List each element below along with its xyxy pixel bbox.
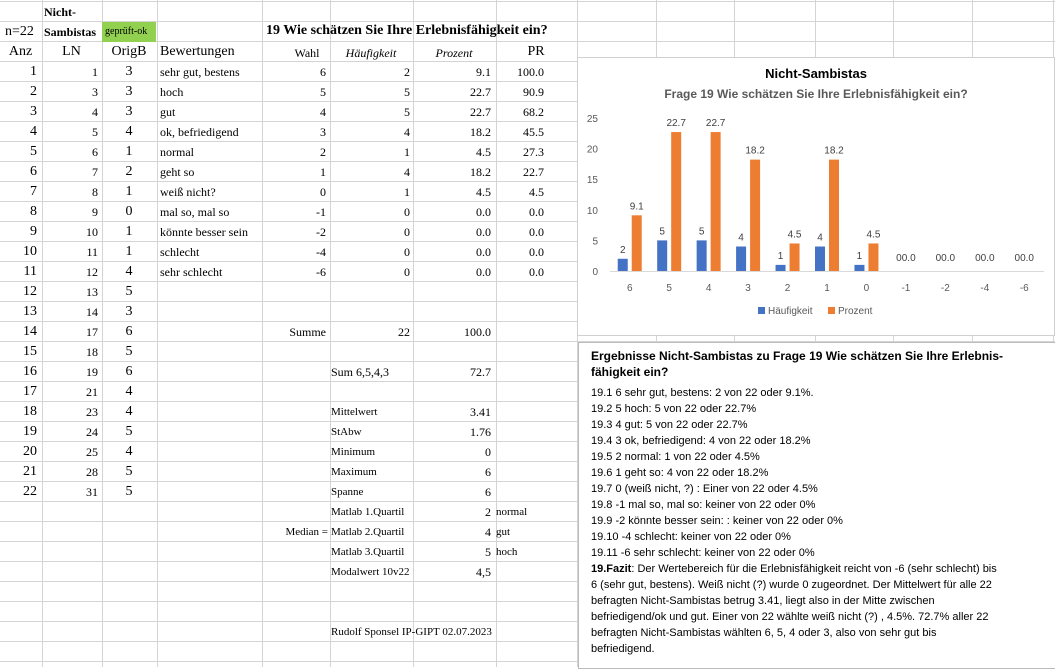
- haeufigkeit-cell[interactable]: 2: [404, 65, 410, 79]
- ln-cell[interactable]: 5: [92, 125, 98, 139]
- origb-cell[interactable]: 0: [125, 204, 133, 219]
- pr-cell[interactable]: 0.0: [529, 265, 544, 279]
- x-tick-label: 6: [626, 283, 633, 294]
- data-label-prozent: 18.2: [824, 145, 844, 157]
- result-line: 19.10 -4 schlecht: keiner von 22 oder 0%: [591, 531, 791, 543]
- stat-label-cell[interactable]: StAbw: [331, 426, 362, 438]
- pr-cell[interactable]: 100.0: [517, 65, 544, 79]
- haeufigkeit-cell[interactable]: 0: [404, 245, 410, 259]
- stat-label-cell[interactable]: Modalwert 10v22: [331, 566, 410, 578]
- pr-cell[interactable]: 68.2: [523, 105, 544, 119]
- anz-cell[interactable]: 18: [23, 404, 37, 419]
- ln-cell[interactable]: 11: [86, 245, 98, 259]
- anz-cell[interactable]: 1: [30, 64, 37, 79]
- ln-cell[interactable]: 14: [86, 305, 98, 319]
- result-line: 19.11 -6 sehr schlecht: keiner von 22 oder 0%: [591, 547, 815, 559]
- x-tick-label: 3: [745, 283, 751, 294]
- anz-cell[interactable]: 17: [23, 384, 37, 399]
- sample-size[interactable]: n=22: [5, 24, 34, 39]
- result-line: 19.8 -1 mal so, mal so: keiner von 22 oder 0%: [591, 499, 816, 511]
- pr-cell[interactable]: 45.5: [523, 125, 544, 139]
- fazit-label: 19.Fazit: [591, 563, 632, 575]
- origb-cell[interactable]: 3: [125, 64, 133, 79]
- ln-cell[interactable]: 19: [86, 365, 98, 379]
- anz-cell[interactable]: 11: [23, 264, 37, 279]
- col-header-anz[interactable]: Anz: [8, 44, 33, 59]
- col-header-pr[interactable]: PR: [527, 44, 545, 59]
- bar-prozent: [829, 160, 839, 271]
- anz-cell[interactable]: 15: [23, 344, 37, 359]
- fazit-line-3: befragten Nicht-Sambistas betrug 3.41, liegt also in der Mitte zwischen: [591, 595, 935, 607]
- data-label-zero: 00.0: [935, 253, 956, 264]
- stat-note-cell[interactable]: hoch: [496, 546, 518, 558]
- col-header-prozent[interactable]: Prozent: [435, 46, 473, 60]
- anz-cell[interactable]: 12: [23, 284, 37, 299]
- haeufigkeit-cell[interactable]: 4: [404, 125, 410, 139]
- question-title[interactable]: 19 Wie schätzen Sie Ihre Erlebnisfähigkeit ein?: [266, 23, 548, 38]
- legend-swatch-haeufigkeit: [758, 307, 765, 314]
- origb-cell[interactable]: 5: [125, 284, 133, 299]
- data-label-haeufigkeit: 2: [619, 244, 626, 256]
- stat-label-cell[interactable]: Matlab 1.Quartil: [331, 506, 405, 518]
- bar-haeufigkeit: [697, 240, 707, 271]
- grid-row-line: [0, 1, 1055, 2]
- stat-value-cell[interactable]: 6: [485, 485, 491, 499]
- x-tick-label: -4: [980, 283, 990, 294]
- anz-cell[interactable]: 14: [23, 324, 37, 339]
- wahl-cell[interactable]: -2: [316, 225, 326, 239]
- bar-prozent: [671, 132, 681, 271]
- x-tick-label: 5: [666, 283, 672, 294]
- data-label-prozent: 22.7: [705, 118, 726, 130]
- group-label-line1[interactable]: Nicht-: [44, 5, 76, 19]
- y-tick-label: 0: [592, 267, 598, 278]
- y-tick-label: 5: [592, 236, 598, 248]
- y-tick-label: 15: [586, 175, 598, 187]
- stat-value-cell[interactable]: 4: [485, 525, 491, 539]
- pr-cell[interactable]: 22.7: [523, 165, 544, 179]
- wahl-cell[interactable]: 4: [320, 105, 326, 119]
- ln-cell[interactable]: 13: [86, 285, 98, 299]
- bar-haeufigkeit: [657, 240, 667, 271]
- x-tick-label: 1: [824, 283, 830, 294]
- data-label-prozent: 18.2: [745, 145, 765, 157]
- stat-label-cell[interactable]: Maximum: [331, 466, 377, 478]
- legend-swatch-prozent: [828, 307, 835, 314]
- origb-cell[interactable]: 4: [125, 124, 133, 139]
- haeufigkeit-cell[interactable]: 5: [404, 85, 410, 99]
- haeufigkeit-cell[interactable]: 5: [404, 105, 410, 119]
- ln-cell[interactable]: 21: [86, 385, 98, 399]
- ln-cell[interactable]: 25: [86, 445, 98, 459]
- ln-cell[interactable]: 18: [86, 345, 98, 359]
- prozent-cell[interactable]: 22.7: [470, 85, 491, 99]
- pr-cell[interactable]: 4.5: [529, 185, 544, 199]
- sum6543-label[interactable]: Sum 6,5,4,3: [331, 365, 390, 379]
- anz-cell[interactable]: 7: [30, 184, 37, 199]
- prozent-cell[interactable]: 0.0: [476, 225, 491, 239]
- anz-cell[interactable]: 6: [30, 164, 37, 179]
- prozent-cell[interactable]: 0.0: [476, 265, 491, 279]
- ln-cell[interactable]: 10: [86, 225, 98, 239]
- prozent-cell[interactable]: 22.7: [470, 105, 491, 119]
- group-label-line2[interactable]: Sambistas: [44, 25, 97, 39]
- ln-cell[interactable]: 28: [86, 465, 98, 479]
- stat-label-cell[interactable]: Spanne: [331, 486, 364, 498]
- ln-cell[interactable]: 7: [92, 165, 98, 179]
- wahl-cell[interactable]: -6: [316, 265, 326, 279]
- data-label-haeufigkeit: 5: [659, 226, 665, 238]
- stat-label-cell[interactable]: Minimum: [331, 446, 376, 458]
- prozent-cell[interactable]: 4.5: [476, 145, 491, 159]
- result-line: 19.6 1 geht so: 4 von 22 oder 18.2%: [591, 467, 769, 479]
- haeufigkeit-cell[interactable]: 1: [404, 185, 410, 199]
- bar-prozent: [750, 160, 760, 271]
- data-label-haeufigkeit: 4: [738, 232, 744, 244]
- origb-cell[interactable]: 5: [125, 464, 133, 479]
- legend-label-haeufigkeit: Häufigkeit: [768, 306, 813, 317]
- prozent-cell[interactable]: 0.0: [476, 245, 491, 259]
- x-tick-label: 2: [784, 283, 791, 294]
- result-line: 19.1 6 sehr gut, bestens: 2 von 22 oder 9.1%.: [591, 387, 814, 399]
- anz-cell[interactable]: 8: [30, 204, 37, 219]
- stat-label-cell[interactable]: Matlab 3.Quartil: [331, 546, 405, 558]
- bar-chart: [578, 58, 1054, 335]
- haeufigkeit-cell[interactable]: 4: [404, 165, 410, 179]
- anz-cell[interactable]: 5: [30, 144, 37, 159]
- pr-cell[interactable]: 0.0: [529, 245, 544, 259]
- stat-value-cell[interactable]: 3.41: [470, 405, 491, 419]
- origb-cell[interactable]: 3: [125, 304, 133, 319]
- stat-value-cell[interactable]: 5: [485, 545, 491, 559]
- haeufigkeit-cell[interactable]: 0: [404, 225, 410, 239]
- stat-value-cell[interactable]: 1.76: [470, 425, 491, 439]
- ln-cell[interactable]: 3: [92, 85, 98, 99]
- origb-cell[interactable]: 4: [125, 384, 133, 399]
- status-cell[interactable]: geprüft-ok: [102, 22, 156, 42]
- bar-prozent: [868, 243, 878, 271]
- col-header-ln[interactable]: LN: [62, 44, 81, 59]
- ln-cell[interactable]: 9: [92, 205, 98, 219]
- data-label-prozent: 4.5: [787, 229, 802, 241]
- anz-cell[interactable]: 21: [23, 464, 37, 479]
- legend-label-prozent: Prozent: [838, 306, 873, 317]
- x-tick-label: -1: [901, 283, 911, 294]
- wahl-cell[interactable]: 3: [320, 125, 326, 139]
- rating-label-cell[interactable]: gut: [160, 105, 176, 119]
- stat-value-cell[interactable]: 2: [485, 505, 491, 519]
- stat-note-cell[interactable]: gut: [496, 526, 511, 538]
- wahl-cell[interactable]: -4: [316, 245, 326, 259]
- data-label-zero: 00.0: [975, 253, 995, 264]
- wahl-cell[interactable]: 6: [320, 65, 326, 79]
- ln-cell[interactable]: 31: [86, 485, 98, 499]
- ln-cell[interactable]: 1: [92, 65, 98, 79]
- origb-cell[interactable]: 5: [125, 344, 133, 359]
- rating-label-cell[interactable]: mal so, mal so: [160, 205, 230, 219]
- results-heading-line2: fähigkeit ein?: [591, 365, 669, 379]
- origb-cell[interactable]: 1: [125, 184, 133, 199]
- haeufigkeit-cell[interactable]: 0: [404, 265, 410, 279]
- results-textbox[interactable]: [578, 342, 1055, 669]
- prozent-cell[interactable]: 9.1: [476, 65, 491, 79]
- x-tick-label: -2: [940, 283, 950, 294]
- prozent-cell[interactable]: 4.5: [476, 185, 491, 199]
- pr-cell[interactable]: 27.3: [523, 145, 544, 159]
- ln-cell[interactable]: 17: [86, 325, 98, 339]
- origb-cell[interactable]: 2: [125, 164, 133, 179]
- anz-cell[interactable]: 9: [30, 224, 37, 239]
- x-tick-label: -6: [1019, 283, 1029, 294]
- data-label-zero: 00.0: [896, 253, 916, 264]
- result-line: 19.2 5 hoch: 5 von 22 oder 22.7%: [591, 403, 757, 415]
- bar-haeufigkeit: [815, 247, 825, 271]
- data-label-haeufigkeit: 5: [698, 226, 705, 238]
- col-header-origb[interactable]: OrigB: [111, 44, 147, 59]
- origb-cell[interactable]: 6: [125, 324, 133, 339]
- prozent-cell[interactable]: 18.2: [470, 165, 491, 179]
- pr-cell[interactable]: 0.0: [529, 205, 544, 219]
- origb-cell[interactable]: 4: [125, 404, 133, 419]
- rating-label-cell[interactable]: sehr gut, bestens: [160, 65, 240, 79]
- origb-cell[interactable]: 1: [125, 244, 133, 259]
- stat-value-cell[interactable]: 4,5: [476, 565, 491, 579]
- result-line: 19.5 2 normal: 1 von 22 oder 4.5%: [591, 451, 760, 463]
- pr-cell[interactable]: 0.0: [529, 225, 544, 239]
- wahl-cell[interactable]: 5: [320, 85, 326, 99]
- x-tick-label: 4: [705, 283, 712, 294]
- ln-cell[interactable]: 4: [92, 105, 98, 119]
- rating-label-cell[interactable]: schlecht: [160, 245, 200, 259]
- results-heading-line1: Ergebnisse Nicht-Sambistas zu Frage 19 Wie schätzen Sie Ihre Erlebnis-: [591, 349, 1004, 363]
- fazit-line-1: [591, 563, 997, 575]
- fazit-text-1: : Der Wertebereich für die Erlebnisfähigkeit reicht von -6 (sehr schlecht) bis: [631, 563, 997, 575]
- fazit-line-6: befriedigend.: [591, 643, 655, 655]
- anz-cell[interactable]: 10: [23, 244, 37, 259]
- anz-cell[interactable]: 20: [23, 444, 37, 459]
- fazit-line-4: befriedigend/ok und gut. Einer von 22 wählte weiß nicht (?) , 4.5%. 72.7% aller 22: [591, 611, 989, 623]
- bar-haeufigkeit: [776, 265, 786, 271]
- rating-label-cell[interactable]: weiß nicht?: [160, 185, 216, 199]
- rating-label-cell[interactable]: hoch: [160, 85, 184, 99]
- y-tick-label: 20: [586, 144, 598, 156]
- rating-label-cell[interactable]: geht so: [160, 165, 195, 179]
- data-label-prozent: 9.1: [629, 201, 644, 213]
- ln-cell[interactable]: 24: [86, 425, 98, 439]
- data-label-haeufigkeit: 1: [856, 250, 863, 262]
- prozent-cell[interactable]: 0.0: [476, 205, 491, 219]
- result-line: 19.9 -2 könnte besser sein: : keiner von 22 oder 0%: [591, 515, 843, 527]
- origb-cell[interactable]: 4: [125, 444, 133, 459]
- rating-label-cell[interactable]: normal: [160, 145, 194, 159]
- prozent-cell[interactable]: 18.2: [470, 125, 491, 139]
- origb-cell[interactable]: 6: [125, 364, 133, 379]
- chart-subtitle: Frage 19 Wie schätzen Sie Ihre Erlebnisfähigkeit ein?: [664, 87, 968, 101]
- origb-cell[interactable]: 1: [125, 224, 133, 239]
- wahl-cell[interactable]: 1: [320, 165, 326, 179]
- stat-note-cell[interactable]: normal: [496, 506, 528, 518]
- origb-cell[interactable]: 1: [125, 144, 133, 159]
- fazit-line-2: 6 (sehr gut, bestens). Weiß nicht (?) wurde 0 zugeordnet. Der Mittelwert für alle 22: [591, 579, 992, 591]
- y-tick-label: 10: [586, 205, 598, 217]
- bar-prozent: [790, 243, 800, 271]
- haeufigkeit-cell[interactable]: 0: [404, 205, 410, 219]
- anz-cell[interactable]: 16: [23, 364, 37, 379]
- result-line: 19.7 0 (weiß nicht, ?) : Einer von 22 oder 4.5%: [591, 483, 818, 495]
- bar-prozent: [632, 215, 642, 271]
- anz-cell[interactable]: 19: [23, 424, 37, 439]
- wahl-cell[interactable]: 0: [320, 185, 326, 199]
- x-tick-label: 0: [863, 283, 870, 294]
- anz-cell[interactable]: 22: [23, 484, 37, 499]
- chart-panel[interactable]: [577, 57, 1055, 336]
- col-header-haeufigkeit[interactable]: Häufigkeit: [345, 46, 397, 60]
- anz-cell[interactable]: 4: [30, 124, 37, 139]
- origb-cell[interactable]: 5: [125, 424, 133, 439]
- stat-label-cell[interactable]: Matlab 2.Quartil: [331, 526, 405, 538]
- stat-label-cell[interactable]: Mittelwert: [331, 406, 378, 418]
- rating-label-cell[interactable]: könnte besser sein: [160, 225, 248, 239]
- sum6543-value[interactable]: 72.7: [470, 365, 491, 379]
- fazit-line-5: befragten Nicht-Sambistas wählten 6, 5, 4 oder 3, also von sehr gut bis: [591, 627, 937, 639]
- rating-label-cell[interactable]: ok, befriedigend: [160, 125, 239, 139]
- rating-label-cell[interactable]: sehr schlecht: [160, 265, 223, 279]
- origb-cell[interactable]: 3: [125, 104, 133, 119]
- origb-cell[interactable]: 3: [125, 84, 133, 99]
- col-header-wahl[interactable]: Wahl: [294, 46, 320, 60]
- data-label-haeufigkeit: 1: [777, 250, 784, 262]
- median-label[interactable]: Median =: [285, 526, 328, 538]
- data-label-prozent: 22.7: [666, 118, 686, 130]
- bar-haeufigkeit: [736, 247, 746, 271]
- data-label-prozent: 4.5: [866, 229, 881, 241]
- wahl-cell[interactable]: -1: [316, 205, 326, 219]
- bar-prozent: [711, 132, 721, 271]
- pr-cell[interactable]: 90.9: [523, 85, 544, 99]
- anz-cell[interactable]: 2: [30, 84, 37, 99]
- stat-value-cell[interactable]: 6: [485, 465, 491, 479]
- chart-title: Nicht-Sambistas: [765, 66, 867, 81]
- stat-value-cell[interactable]: 0: [485, 445, 491, 459]
- bar-haeufigkeit: [854, 265, 864, 271]
- ln-cell[interactable]: 23: [86, 405, 98, 419]
- result-line: 19.4 3 ok, befriedigend: 4 von 22 oder 18.2%: [591, 435, 811, 447]
- anz-cell[interactable]: 3: [30, 104, 37, 119]
- data-label-haeufigkeit: 4: [817, 232, 823, 244]
- result-line: 19.3 4 gut: 5 von 22 oder 22.7%: [591, 419, 748, 431]
- anz-cell[interactable]: 13: [23, 304, 37, 319]
- ln-cell[interactable]: 12: [86, 265, 98, 279]
- wahl-cell[interactable]: 2: [320, 145, 326, 159]
- origb-cell[interactable]: 4: [125, 264, 133, 279]
- origb-cell[interactable]: 5: [125, 484, 133, 499]
- ln-cell[interactable]: 8: [92, 185, 98, 199]
- summe-haeufigkeit[interactable]: 22: [398, 325, 410, 339]
- author-credit[interactable]: Rudolf Sponsel IP-GIPT 02.07.2023: [331, 626, 492, 638]
- haeufigkeit-cell[interactable]: 1: [404, 145, 410, 159]
- col-header-bewertungen[interactable]: Bewertungen: [160, 44, 235, 59]
- summe-label[interactable]: Summe: [289, 325, 326, 339]
- data-label-zero: 00.0: [1014, 253, 1035, 264]
- bar-haeufigkeit: [618, 259, 628, 271]
- y-tick-label: 25: [586, 114, 598, 125]
- ln-cell[interactable]: 6: [92, 145, 98, 159]
- summe-prozent[interactable]: 100.0: [464, 325, 491, 339]
